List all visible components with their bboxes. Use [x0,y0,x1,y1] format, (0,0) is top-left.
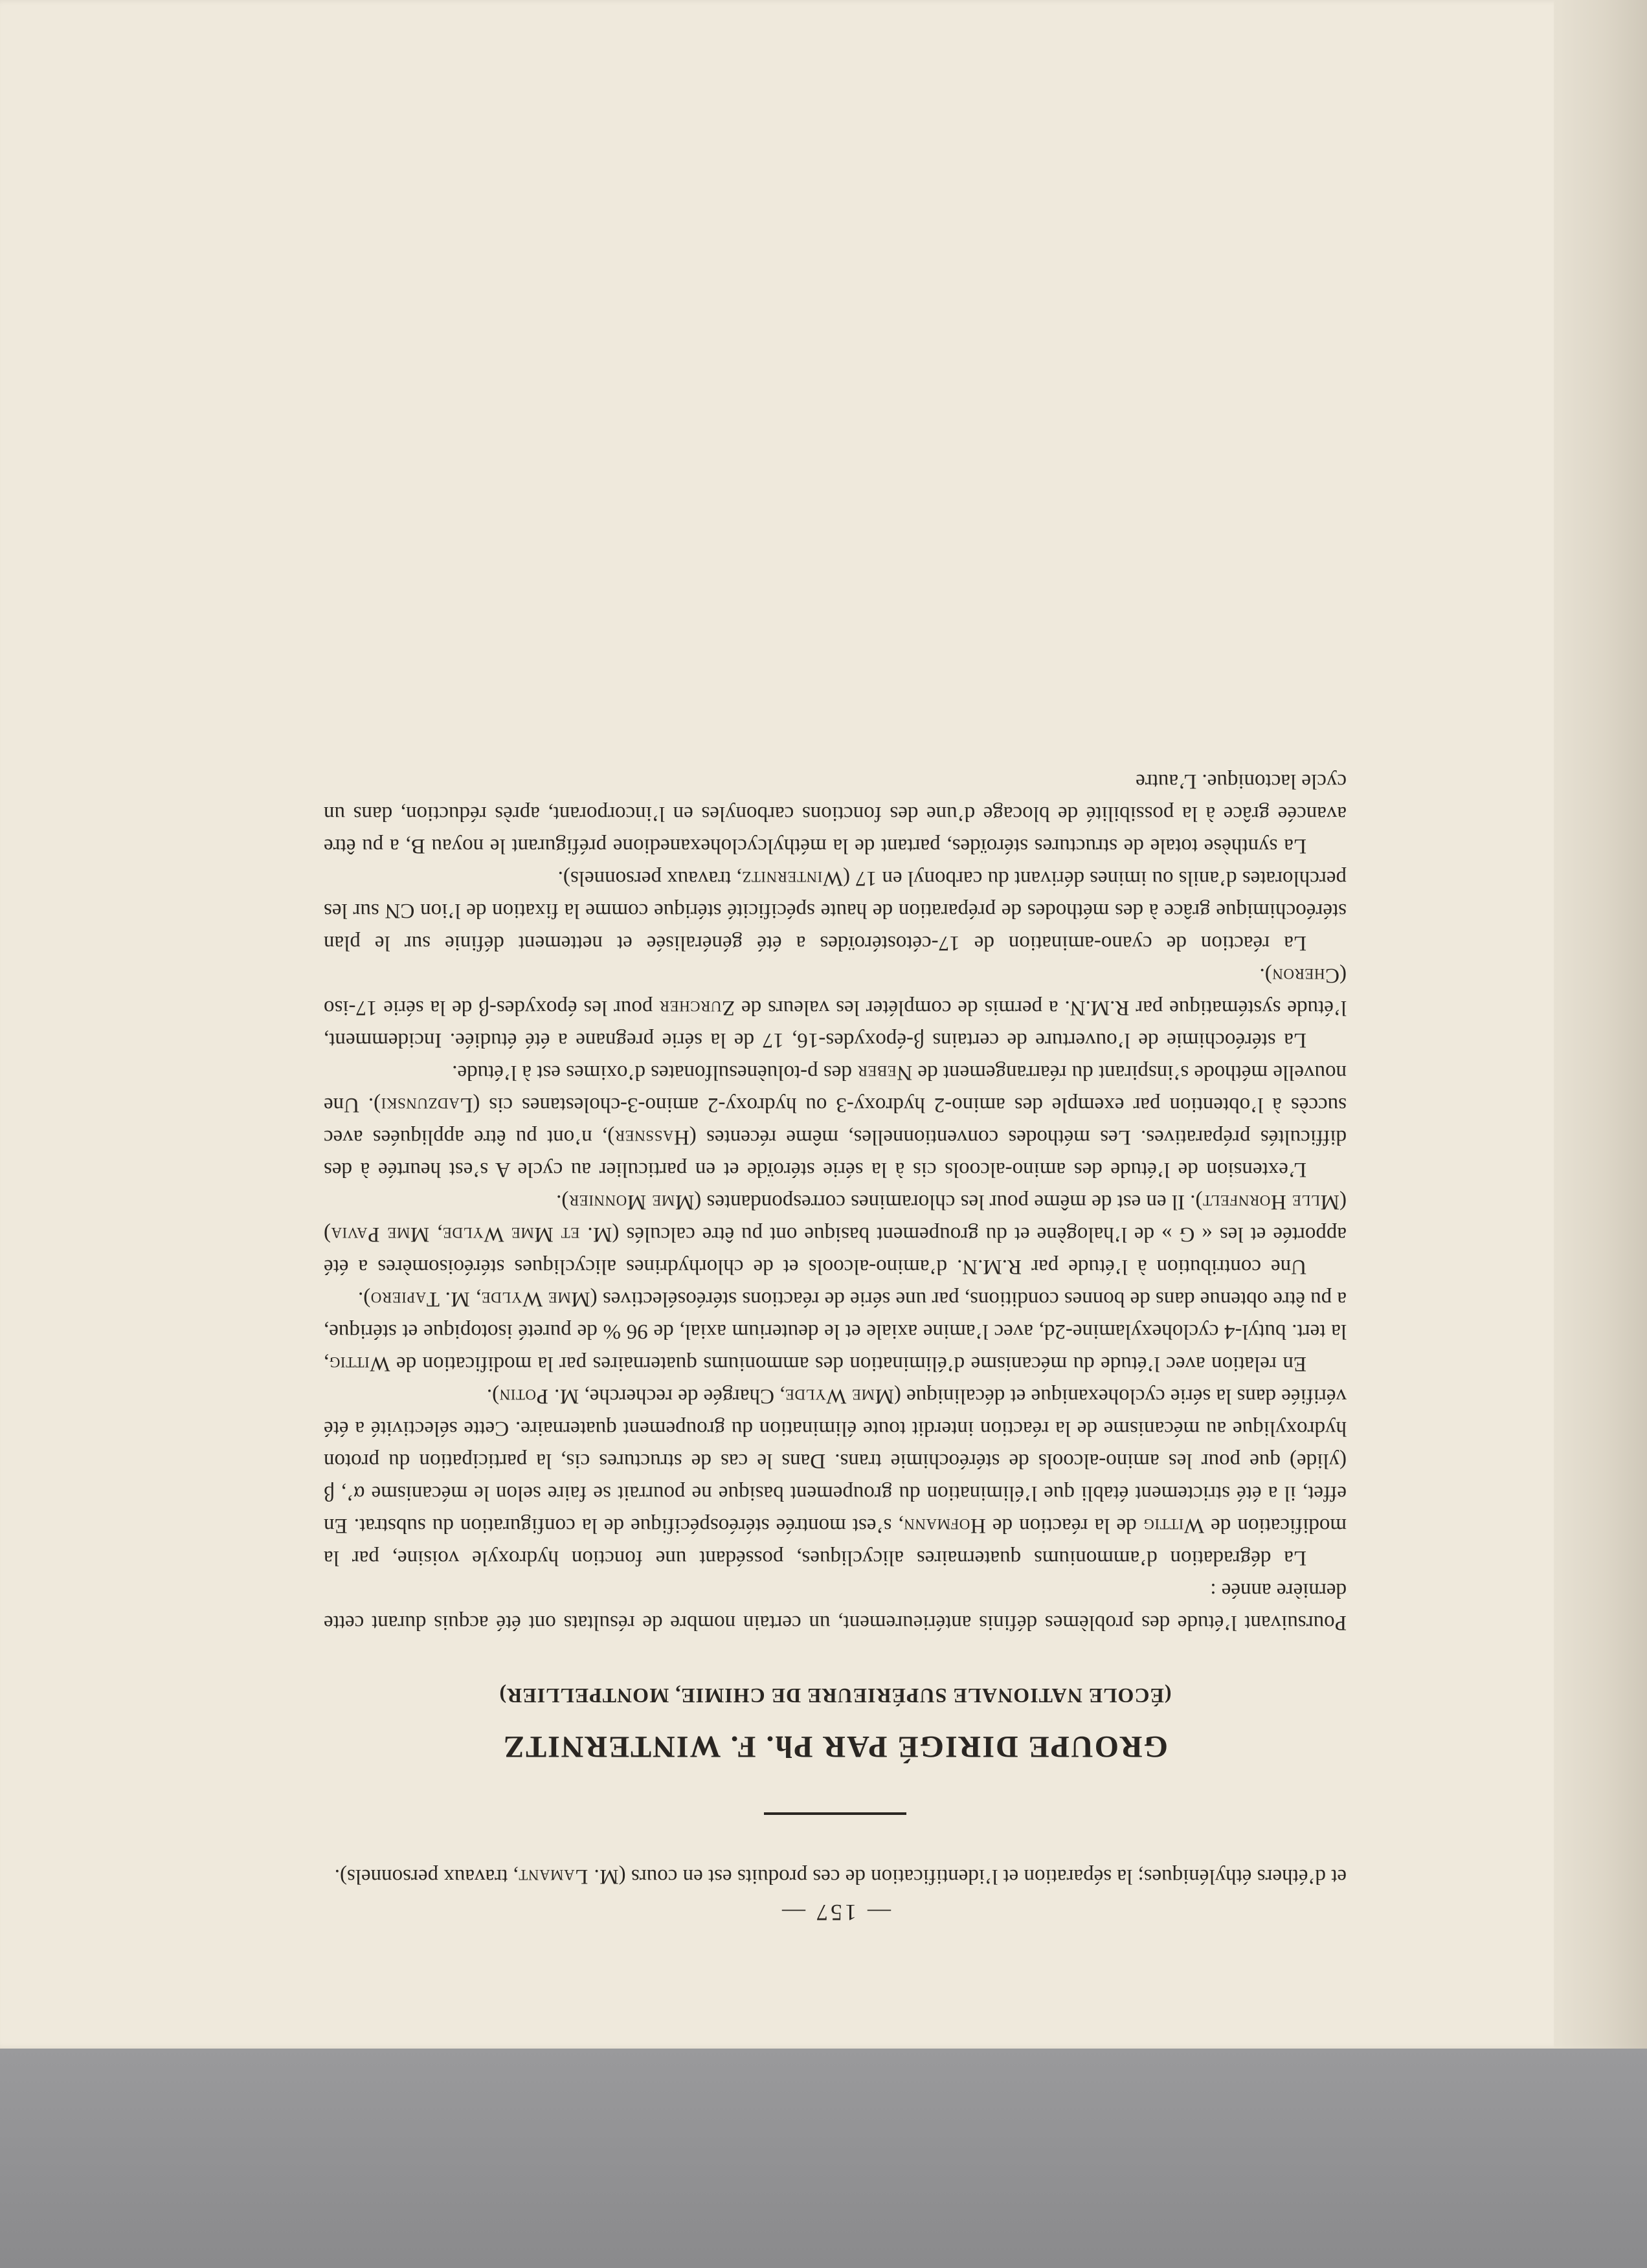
author-name: Mme Wylde, M. Tapiero [370,1287,590,1311]
text-run: et d’éthers éthyléniques; la séparation et l’identification de ces produits est en cours ( [618,1865,1347,1888]
text-run: La dégradation d’ammoniums quaternaires alicycliques, possédant une fonction hydroxyle voisine, par la modification de [324,1514,1347,1570]
text-run: , la tert. butyl-4 cyclohexylamine-2d, avec l’amine axiale et le deuterium axial, de 96 % de pureté isotopique et stérique, a pu être obtenue dans de bonnes conditions, par une série de réactions stéréosélectives ( [324,1287,1347,1375]
text-run: Une contribution à l’étude par R.M.N. d’amino-alcools et de chlorhydrines alicycliques stéréoisomères a été apportée et les « G » de l’halogène et du groupement basique ont pu être calculés ( [324,1223,1347,1278]
author-name: Mme Monnier [568,1190,695,1214]
text-run: ) ( [324,1190,1347,1246]
paragraph-elimination-mechanism [324,1283,1347,1380]
author-name: Wittig [1143,1514,1204,1537]
author-name: M. et Mme Wylde, Mme Pavia [331,1223,612,1246]
author-name: Ladzunski [381,1093,473,1117]
opening-paragraph [324,1860,1347,1893]
text-run: La réaction de cyano-amination de 17-cétostéroïdes a été généralisée et nettement définie sur le plan stéréochimique grâce à des méthodes de préparation de haute spécificité stérique comme la fixation de l’ion CN sur les perchlorates d’anils ou imines dérivant du carbonyl en 17 ( [324,867,1347,955]
paragraph-rmn-contribution [324,1186,1347,1283]
section-divider [764,1812,906,1815]
text-run: , travaux personnels). [557,867,742,890]
text-run: des p-toluènesulfonates d’oximes est à l’étude. [452,1061,858,1084]
text-run: , s’est montrée stéréospécifique de la configuration du substrat. En effet, il a été strictement établi que l’élimination du groupement basique ne pourrait se faire selon le mécanisme α’, β (ylide) que pour les amino-alcools de stéréochimie trans. Dans le cas de structures cis, la participation du proton hydroxylique au mécanisme de la réaction interdit toute élimination du groupement quaternaire. Cette sélectivité a été vérifiée dans la série cyclohexanique et décalinique ( [324,1384,1347,1537]
page-edge-shadow [1554,0,1647,2049]
page-content-rotated [324,194,1347,1929]
author-name: Mme Wylde [785,1384,894,1408]
text-run: , Chargée de recherche, [579,1384,785,1408]
author-name: M. Lamant [518,1865,619,1888]
author-name: Hassner [614,1126,689,1149]
text-run: La stéréochimie de l’ouverture de certains β-époxydes-16, 17 de la série pregnane a été étudiée. Incidemment, l’étude systématique par R.M.N. a permis de compléter les valeurs de [324,996,1347,1052]
author-name: Winternitz [741,867,843,890]
text-run: ). [357,1287,371,1311]
paragraph-ammonium-degradation [324,1380,1347,1574]
paragraph-epoxide-stereochemistry [324,959,1347,1056]
text-run: ). [1259,964,1272,987]
author-name: Neber [857,1061,913,1084]
group-subtitle: (ÉCOLE NATIONALE SUPÉRIEURE DE CHIMIE, MONTPELLIER) [499,1684,1172,1707]
author-name: Mlle Hornfelt [1202,1190,1339,1214]
text-run: ). [556,1190,569,1214]
group-title: GROUPE DIRIGÉ PAR Ph. F. WINTERNITZ [502,1729,1168,1764]
text-run: , travaux personnels). [334,1865,519,1888]
author-name: Cheron [1272,964,1339,987]
author-name: Wittig [329,1352,390,1375]
page-number: — 157 — [779,1900,891,1926]
author-name: Hofmann [903,1514,986,1537]
text-run: de la réaction de [985,1514,1143,1537]
text-run: ). [486,1384,500,1408]
text-run: ). Il en est de même pour les chloramines correspondantes ( [694,1190,1203,1214]
text-run: ), n’ont pu être appliquées avec succès à l’obtention par exemple des amino-2 hydroxy-3 ou hydroxy-2 amino-3-cholestanes cis ( [324,1093,1347,1149]
scanner-background [0,2045,1647,2268]
paragraph-cyano-amination [324,862,1347,959]
text-run: pour les époxydes-β de la série 17-iso ( [324,964,1347,1019]
text-run: ). Une nouvelle méthode s’inspirant du réarrangement de [323,1061,1347,1117]
paragraph-total-synthesis: La synthèse totale de structures stéroïdes, partant de la méthylcyclohexanedione préfigurant le noyau B, a pu être avancée grâce à la possibilité de blocage d’une des fonctions carbonyles en l’incorporant, après réduction, dans un cycle lactonique. L’autre [324,770,1347,858]
intro-paragraph: Poursuivant l’étude des problèmes définis antérieurement, un certain nombre de résultats ont été acquis durant cette dernière année : [324,1579,1347,1634]
author-name: M. Potin [499,1384,579,1408]
author-name: Zurcher [659,996,735,1019]
text-run: L’extension de l’étude des amino-alcools cis à la série stéroïde et en particulier au cycle A s’est heurtée à des difficultés préparatives. Les méthodes conventionnelles, même récentes ( [324,1126,1347,1181]
text-run: En relation avec l’étude du mécanisme d’élimination des ammoniums quaternaires par la modification de [390,1352,1306,1375]
paragraph-steroid-extension [324,1056,1347,1186]
